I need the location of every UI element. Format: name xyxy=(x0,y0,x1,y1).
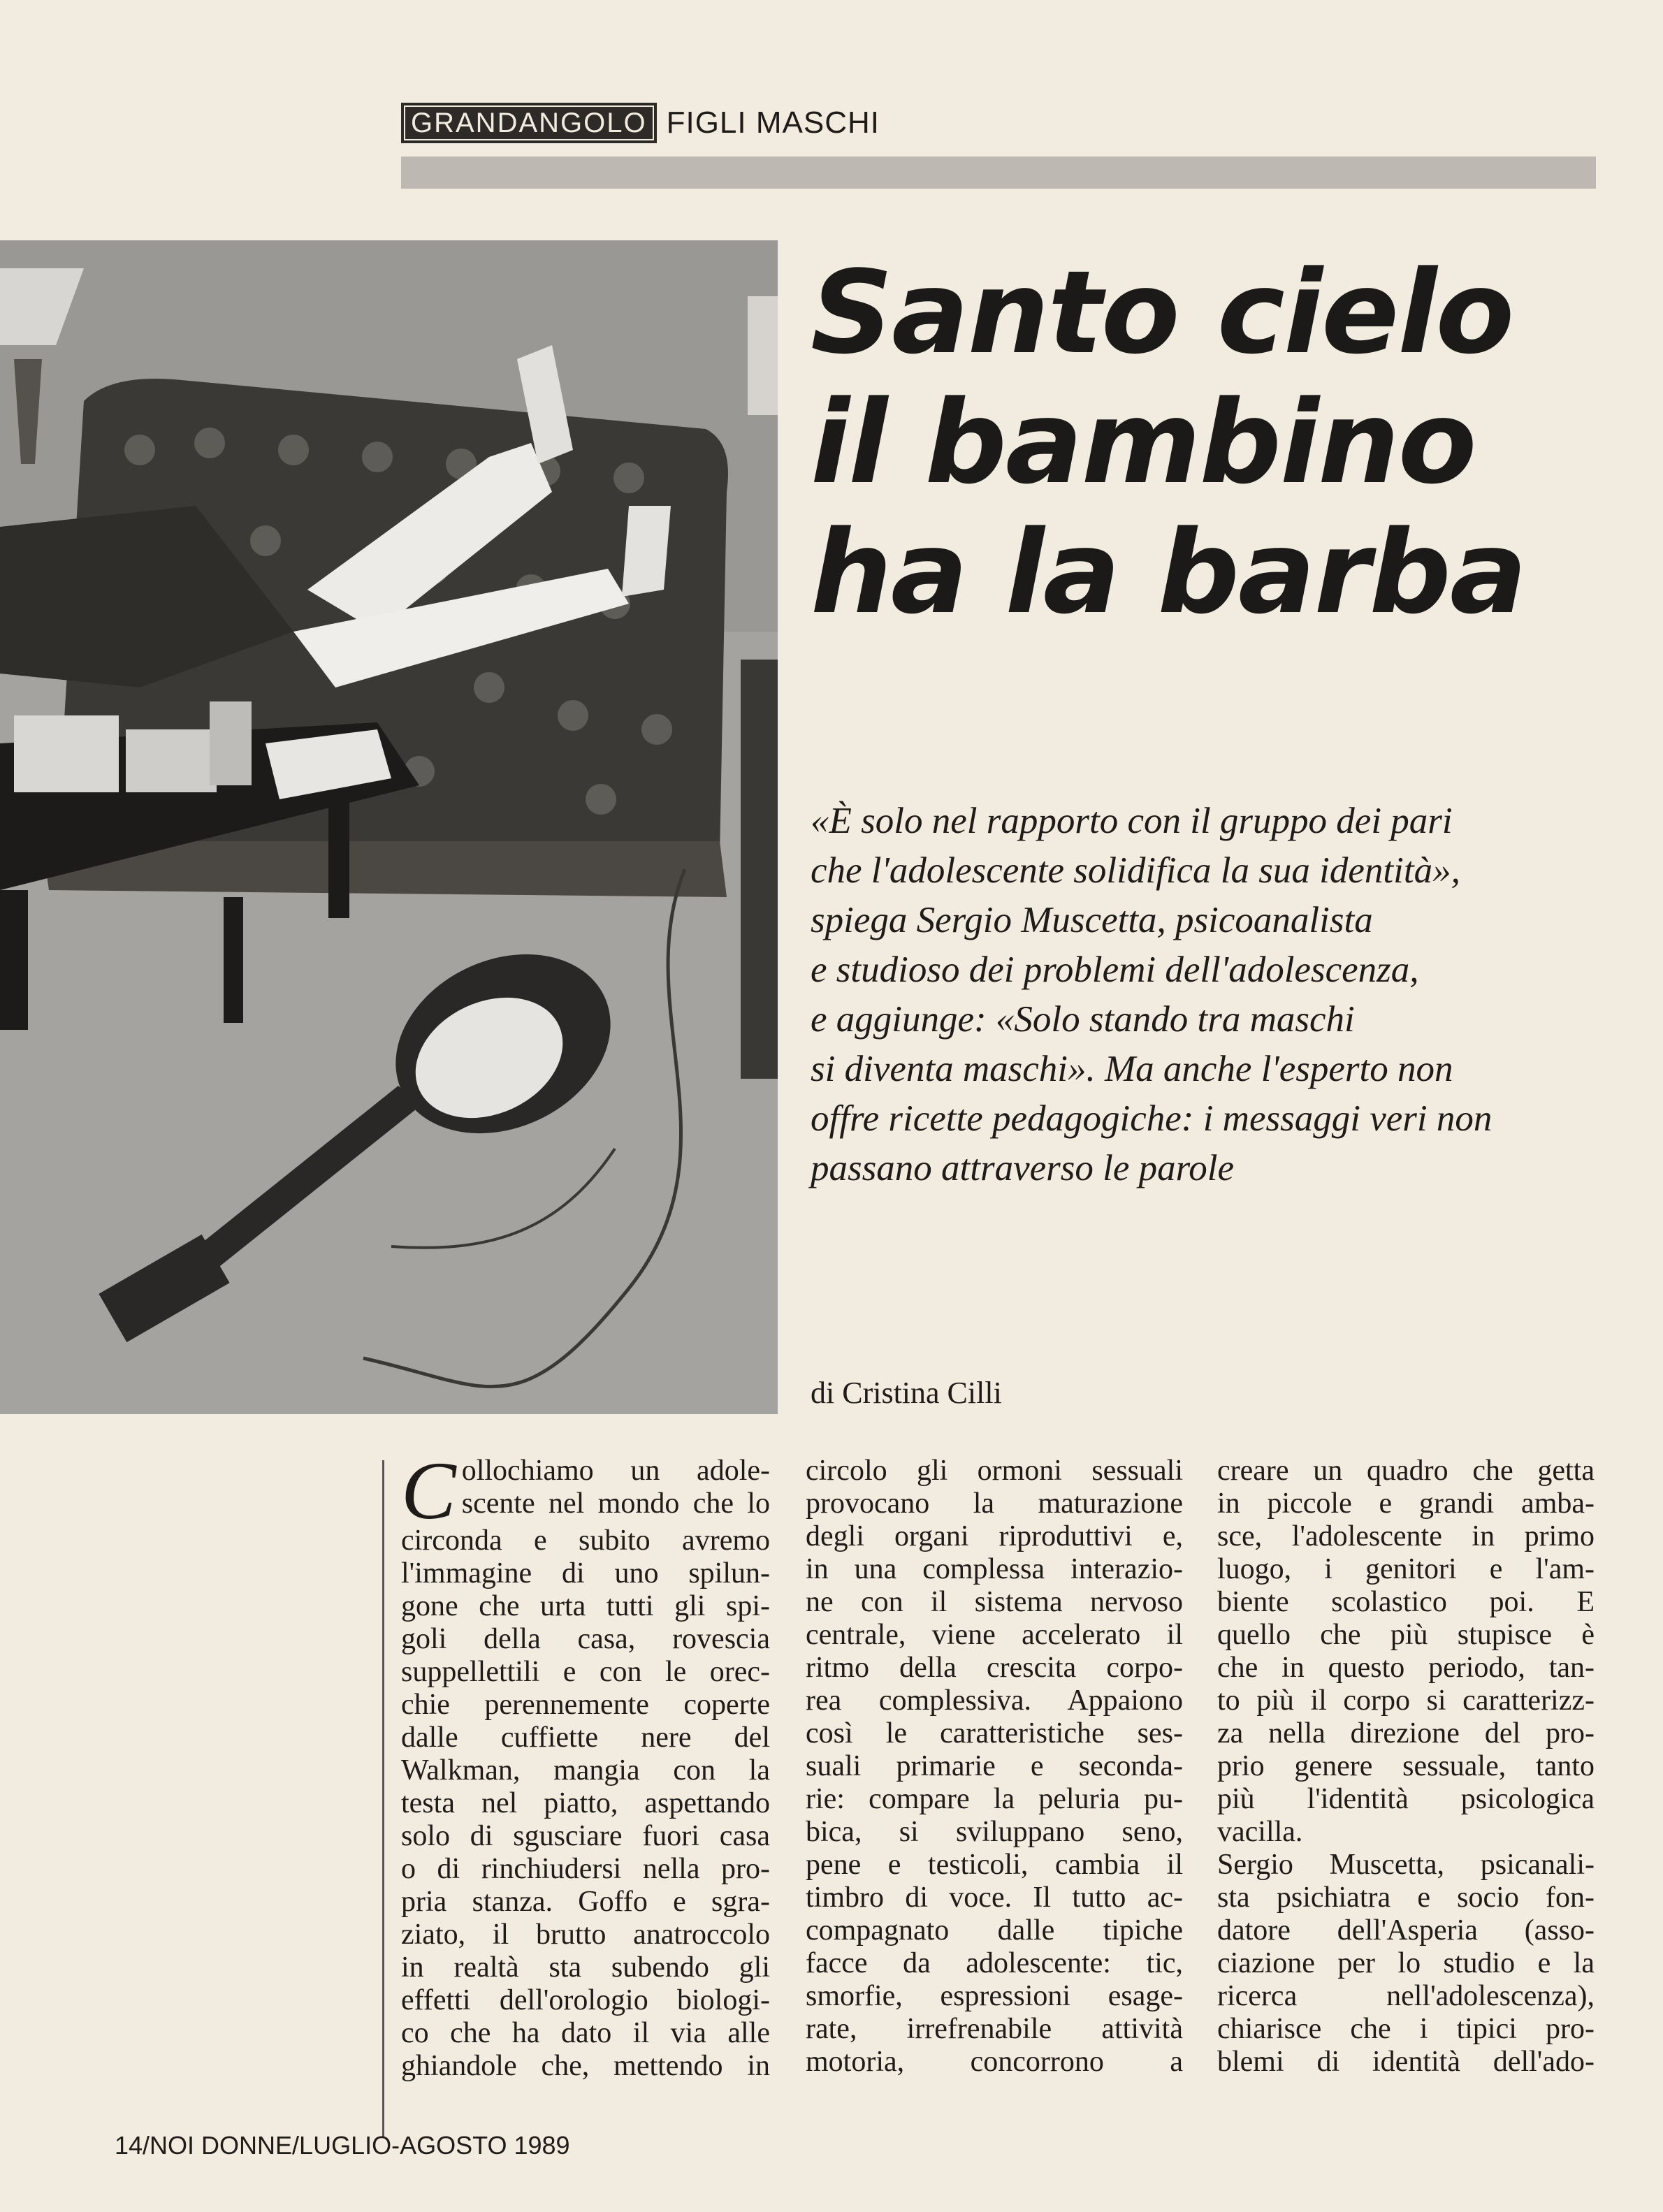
text-line: luogo, i genitori e l'am- xyxy=(1217,1553,1595,1585)
text-line: rate, irrefrenabile attività xyxy=(806,2013,1183,2045)
text-line: creare un quadro che getta xyxy=(1217,1455,1595,1487)
text-line: quello che più stupisce è xyxy=(1217,1619,1595,1651)
header-rule xyxy=(401,157,1596,189)
column-rule xyxy=(382,1460,384,2138)
text-line: bica, si sviluppano seno, xyxy=(806,1816,1183,1848)
text-line: rea complessiva. Appaiono xyxy=(806,1685,1183,1717)
text-line: o di rinchiudersi nella pro- xyxy=(401,1853,770,1885)
text-line: ritmo della crescita corpo- xyxy=(806,1652,1183,1684)
text-line: l'immagine di uno spilun- xyxy=(401,1557,770,1589)
headline xyxy=(811,248,1607,638)
deck-line: «È solo nel rapporto con il gruppo dei pari xyxy=(811,801,1453,841)
text-line: ciazione per lo studio e la xyxy=(1217,1947,1595,1979)
text-line: prio genere sessuale, tanto xyxy=(1217,1750,1595,1782)
text-line: co che ha dato il via alle xyxy=(401,2017,770,2049)
deck-line: spiega Sergio Muscetta, psicoanalista xyxy=(811,900,1373,940)
text-line: circonda e subito avremo xyxy=(401,1525,770,1557)
text-line: datore dell'Asperia (asso- xyxy=(1217,1914,1595,1947)
text-line: biente scolastico poi. E xyxy=(1217,1586,1595,1618)
text-line: za nella direzione del pro- xyxy=(1217,1717,1595,1749)
section-label: GRANDANGOLO xyxy=(401,103,657,143)
deck-line: si diventa maschi». Ma anche l'esperto non xyxy=(811,1049,1453,1089)
intro-deck xyxy=(811,796,1607,1193)
text-line: in piccole e grandi amba- xyxy=(1217,1487,1595,1520)
text-line: dalle cuffiette nere del xyxy=(401,1722,770,1754)
deck-line: offre ricette pedagogiche: i messaggi veri non xyxy=(811,1098,1493,1139)
drop-cap: C xyxy=(401,1445,456,1536)
text-line: Walkman, mangia con la xyxy=(401,1754,770,1787)
page-folio: 14/NOI DONNE/LUGLIO-AGOSTO 1989 xyxy=(115,2131,570,2160)
text-line: effetti dell'orologio biologi- xyxy=(401,1984,770,2016)
text-line: che in questo periodo, tan- xyxy=(1217,1652,1595,1684)
text-line: pria stanza. Goffo e sgra- xyxy=(401,1886,770,1918)
deck-line: che l'adolescente solidifica la sua identità», xyxy=(811,850,1460,891)
deck-line: e studioso dei problemi dell'adolescenza, xyxy=(811,949,1419,990)
text-line: ghiandole che, mettendo in xyxy=(401,2050,770,2082)
headline-line: ha la barba xyxy=(811,506,1526,639)
text-line: suali primarie e seconda- xyxy=(806,1750,1183,1782)
article-column-1 xyxy=(401,1445,770,2083)
topic-label: FIGLI MASCHI xyxy=(666,105,880,140)
text-line: gone che urta tutti gli spi- xyxy=(401,1590,770,1622)
text-line: timbro di voce. Il tutto ac- xyxy=(806,1882,1183,1914)
text-line: chiarisce che i tipici pro- xyxy=(1217,2013,1595,2045)
text-line: scente nel mondo che lo xyxy=(461,1487,770,1520)
text-line: centrale, viene accelerato il xyxy=(806,1619,1183,1651)
text-line: ziato, il brutto anatroccolo xyxy=(401,1919,770,1951)
section-kicker xyxy=(401,103,880,143)
text-line: sce, l'adolescente in primo xyxy=(1217,1520,1595,1552)
text-line: provocano la maturazione xyxy=(806,1487,1183,1520)
article-photo xyxy=(0,240,778,1414)
text-line: to più il corpo si caratterizz- xyxy=(1217,1685,1595,1717)
text-line: solo di sgusciare fuori casa xyxy=(401,1820,770,1852)
headline-line: Santo cielo xyxy=(811,246,1513,379)
text-line: ollochiamo un adole- xyxy=(461,1455,770,1487)
text-line: compagnato dalle tipiche xyxy=(806,1914,1183,1947)
text-line: Sergio Muscetta, psicanali- xyxy=(1217,1849,1595,1881)
text-line: goli della casa, rovescia xyxy=(401,1623,770,1655)
headline-line: il bambino xyxy=(811,376,1476,509)
text-line: testa nel piatto, aspettando xyxy=(401,1787,770,1819)
text-line: circolo gli ormoni sessuali xyxy=(806,1455,1183,1487)
article-column-2 xyxy=(806,1455,1183,2079)
text-line: rie: compare la peluria pu- xyxy=(806,1783,1183,1815)
text-line: più l'identità psicologica xyxy=(1217,1783,1595,1815)
text-line: motoria, concorrono a xyxy=(806,2046,1183,2078)
text-line: suppellettili e con le orec- xyxy=(401,1656,770,1688)
article-column-3 xyxy=(1217,1455,1595,2079)
text-line: pene e testicoli, cambia il xyxy=(806,1849,1183,1881)
deck-line: passano attraverso le parole xyxy=(811,1148,1235,1188)
text-line: facce da adolescente: tic, xyxy=(806,1947,1183,1979)
text-line: vacilla. xyxy=(1217,1816,1303,1848)
text-line: degli organi riproduttivi e, xyxy=(806,1520,1183,1552)
text-line: in realtà sta subendo gli xyxy=(401,1951,770,1984)
text-line: ricerca nell'adolescenza), xyxy=(1217,1980,1595,2012)
text-line: blemi di identità dell'ado- xyxy=(1217,2046,1595,2078)
text-line: in una complessa interazio- xyxy=(806,1553,1183,1585)
text-line: sta psichiatra e socio fon- xyxy=(1217,1882,1595,1914)
text-line: smorfie, espressioni esage- xyxy=(806,1980,1183,2012)
deck-line: e aggiunge: «Solo stando tra maschi xyxy=(811,999,1355,1040)
photo-illustration xyxy=(0,240,778,1414)
text-line: chie perennemente coperte xyxy=(401,1689,770,1721)
text-line: così le caratteristiche ses- xyxy=(806,1717,1183,1749)
text-line: ne con il sistema nervoso xyxy=(806,1586,1183,1618)
byline: di Cristina Cilli xyxy=(811,1376,1002,1410)
